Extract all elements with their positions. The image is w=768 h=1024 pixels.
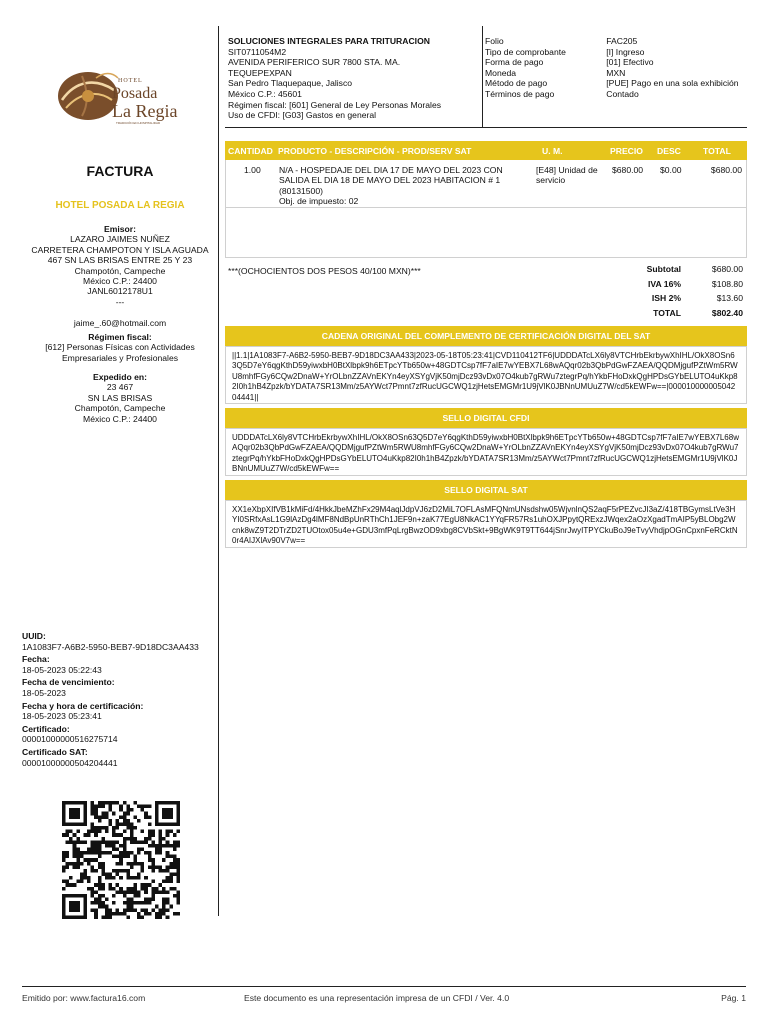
terminos-label: Términos de pago: [485, 88, 555, 99]
cadena-original-header: CADENA ORIGINAL DEL COMPLEMENTO DE CERTIFICACIÓN DIGITAL DEL SAT: [225, 326, 747, 346]
items-table-filler: [225, 208, 747, 258]
expedido-label: Expedido en:: [93, 372, 147, 382]
issuer-line: México C.P.: 45601: [228, 88, 302, 99]
sello-cfdi-header: SELLO DIGITAL CFDI: [225, 408, 747, 428]
item-tax-object: Obj. de impuesto: 02: [279, 196, 359, 207]
issuer-name: SOLUCIONES INTEGRALES PARA TRITURACION: [228, 36, 430, 46]
issuer-line: Uso de CFDI: [G03] Gastos en general: [228, 110, 377, 121]
cadena-original-text: ||1.1|1A1083F7-A6B2-5950-BEB7-9D18DC3AA433|2023-05-18T05:23:41|CVD110412TF6|UDDDATcLX6ly8VTCHrbEkrbywXhIHL/OkX8OSn63Q5D7eY6qgKthD59yiwxbH0BtXlbpk9h6ETpcYTb650w+48GDTCsp7fF7aIE7wYEBX7L68wAQqr02b3QbPdGwFZAEA/QQDMjgufPZtWm5RWU8mhfFGy6CQw2DnaW+YrOLbnZZAVnEKYn4eyXSYgVjK50mjDcz93vDx07O4kub7gRWu7ztegrPq/hYkbFHoDxkQgHPDsGYbELUTO4uKkp82I0h1hB4Zpzk/bYDATA7SR13Mm/z5AYWct7Pmnt7zfRucUGCWQ1zjHetsEMGMr1U9jVlK0JBNnUMUuZ7W/cd5kEWFw==|00001000000504204441||: [225, 346, 747, 404]
expedido-line: Champotón, Campeche: [74, 403, 166, 414]
sat-certificate-label: Certificado SAT:: [22, 746, 88, 757]
emisor-label: Emisor:: [104, 224, 136, 234]
logo-small-text: HOTEL: [118, 78, 143, 84]
ish-value: $13.60: [716, 293, 743, 303]
emisor-line: México C.P.: 24400: [83, 276, 157, 287]
sello-sat-header: SELLO DIGITAL SAT: [225, 480, 747, 500]
footer-issuer: Emitido por: www.factura16.com: [22, 993, 146, 1003]
sat-certificate-value: 00001000000504204441: [22, 757, 118, 768]
emisor-line: Champotón, Campeche: [74, 265, 166, 276]
issuer-line: SIT0711054M2: [228, 46, 287, 57]
right-column: [225, 26, 747, 926]
items-table-header: [225, 141, 747, 160]
amount-in-words: ***(OCHOCIENTOS DOS PESOS 40/100 MXN)***: [228, 266, 421, 276]
forma-pago-label: Forma de pago: [485, 57, 544, 68]
issuer-block: [228, 36, 478, 121]
header-bottom-rule: [225, 127, 747, 128]
column-divider: [218, 26, 219, 916]
regimen-line: [612] Personas Físicas con Actividades: [45, 342, 195, 353]
issuer-line: TEQUEPEXPAN: [228, 67, 292, 78]
moneda-label: Moneda: [485, 67, 517, 78]
logo-line2: La Regia: [112, 101, 178, 121]
emisor-line: LAZARO JAIMES NUÑEZ: [70, 234, 170, 245]
issuer-line: San Pedro Tlaquepaque, Jalisco: [228, 78, 353, 89]
col-qty: CANTIDAD: [228, 146, 273, 156]
emisor-block: [22, 224, 218, 328]
terminos-value: Contado: [606, 88, 639, 99]
invoice-info: [485, 36, 747, 100]
qr-code-icon: [62, 801, 180, 919]
table-row: [225, 160, 747, 208]
footer-rule: [22, 986, 746, 987]
subtotal-value: $680.00: [711, 264, 743, 274]
cert-datetime-value: 18-05-2023 05:23:41: [22, 711, 102, 722]
left-column: [22, 26, 218, 916]
expedido-block: [22, 372, 218, 424]
expedido-line: México C.P.: 24400: [83, 413, 157, 424]
folio-label: Folio: [485, 36, 504, 46]
metodo-pago-value: [PUE] Pago en una sola exhibición: [606, 78, 739, 89]
iva-label: IVA 16%: [648, 278, 681, 289]
subtotal-label: Subtotal: [646, 264, 681, 274]
logo-tagline: TRADICIÓN EN HOSPITALIDAD: [116, 121, 161, 125]
forma-pago-value: [01] Efectivo: [606, 57, 654, 68]
document-type: FACTURA: [86, 163, 154, 179]
total-value: $802.40: [711, 307, 743, 318]
item-price: $680.00: [612, 165, 644, 175]
footer-disclaimer: Este documento es una representación impresa de un CFDI / Ver. 4.0: [244, 993, 510, 1003]
item-discount: $0.00: [660, 165, 682, 175]
metodo-pago-label: Método de pago: [485, 78, 548, 89]
folio-value: FAC205: [606, 36, 638, 46]
hotel-name: HOTEL POSADA LA REGIA: [55, 200, 185, 211]
col-unit: U. M.: [542, 146, 563, 156]
regimen-line: Empresariales y Profesionales: [61, 352, 179, 363]
item-desc-text: N/A - HOSPEDAJE DEL DIA 17 DE MAYO DEL 2023 CON SALIDA EL DIA 18 DE MAYO DEL 2023 HABITACION # 1 (80131500): [279, 165, 503, 196]
sello-cfdi-text: UDDDATcLX6ly8VTCHrbEkrbywXhIHL/OkX8OSn63Q5D7eY6qgKthD59yiwxbH0BtXlbpk9h6ETpcYTb650w+48GDTCsp7fF7aIE7wYEBX7L68wAQqr02b3QbPdGwFZAEA/QQDMjgufPZtWm5RWU8mhfFGy6CQw2DnaW+YrOLbnZZAVnEKYn4eyXSYgVjK50mjDcz93vDx07O4kub7gRWu7ztegrPq/hYkbFHoDxkQgHPDsGYbELUTO4uKkp82I0h1hB4Zpzk/bYDATA7SR13Mm/z5AYWct7Pmnt7zfRucUGCWQ1zjHetsEMGMr1U9jVlK0JBNnUMUuZ7W/cd5kEWFw==: [225, 428, 747, 476]
sello-sat-text: XX1eXbpXIfVB1kMiFd/4HkkJbeMZhFx29M4aqlJdpVJ6zD2MiL7OFLAsMFQNmUNsdshw05WjvnlnQS2aqF5rPEZvcJI3aZ/418TBGymsLtVe3HYI0SRfxAsL1G9lAzDg4lMF8NdBpUnRThCh1JEF9n+zaK77EgU8NkAC1YYqFR57Rs1uhOXJPpytQRExzJWqex2aOzXgadTmAIP5yBLObg2Wcnk8wZ9T2DTrZD2TUOtox05u4e+GDU3mfPqLrgBwzOD9xbg8CVbSkt+9BgWK9T9TT644jSnrJwyITPYCkuBoJ9eTvyVhdjpOGnCpxnFeRCktN0r4AIJXlAv90V7w==: [225, 500, 747, 548]
col-description: PRODUCTO - DESCRIPCIÓN - PROD/SERV SAT: [278, 146, 472, 156]
iva-value: $108.80: [711, 278, 743, 289]
tipo-value: [I] Ingreso: [606, 46, 645, 57]
uuid-label: UUID:: [22, 631, 46, 641]
expedido-line: SN LAS BRISAS: [87, 392, 153, 403]
date-label: Fecha:: [22, 654, 50, 665]
ish-label: ISH 2%: [651, 293, 681, 303]
item-description: [279, 165, 527, 207]
ish-row: [615, 293, 743, 308]
due-date-label: Fecha de vencimiento:: [22, 677, 115, 688]
emisor-line: CARRETERA CHAMPOTON Y ISLA AGUADA: [31, 244, 209, 255]
item-unit: [E48] Unidad de servicio: [536, 165, 598, 186]
emisor-line: ---: [115, 296, 125, 307]
issuer-line: AVENIDA PERIFERICO SUR 7800 STA. MA.: [228, 57, 401, 68]
certificate-label: Certificado:: [22, 723, 70, 734]
header-divider: [482, 26, 483, 128]
iva-row: [615, 279, 743, 294]
total-row: [615, 308, 743, 323]
hotel-logo: [52, 50, 186, 134]
subtotal-row: [615, 264, 743, 279]
total-label: TOTAL: [653, 307, 681, 318]
certification-meta: [22, 631, 218, 770]
issuer-line: Régimen fiscal: [601] General de Ley Personas Morales: [228, 99, 442, 110]
emisor-spacer: [22, 307, 218, 317]
emisor-line: 467 SN LAS BRISAS ENTRE 25 Y 23: [47, 255, 193, 266]
col-total: TOTAL: [703, 146, 731, 156]
item-qty: 1.00: [244, 165, 261, 175]
moneda-value: MXN: [606, 67, 626, 78]
emisor-rfc: JANL6012178U1: [87, 286, 153, 297]
emisor-email[interactable]: jaime_.60@hotmail.com: [73, 317, 167, 328]
item-total: $680.00: [710, 165, 742, 175]
uuid-value: 1A1083F7-A6B2-5950-BEB7-9D18DC3AA433: [22, 641, 199, 652]
expedido-line: 23 467: [106, 382, 134, 393]
col-price: PRECIO: [610, 146, 643, 156]
date-value: 18-05-2023 05:22:43: [22, 664, 102, 675]
footer-page-number: Pág. 1: [721, 993, 746, 1003]
due-date-value: 18-05-2023: [22, 687, 66, 698]
cert-datetime-label: Fecha y hora de certificación:: [22, 700, 144, 711]
col-discount: DESC: [657, 146, 681, 156]
logo-line1: Posada: [112, 85, 158, 102]
regimen-label: Régimen fiscal:: [88, 332, 152, 342]
certificate-value: 00001000000516275714: [22, 734, 118, 745]
totals-block: [615, 264, 743, 322]
tipo-label: Tipo de comprobante: [485, 46, 566, 57]
regimen-block: [22, 332, 218, 363]
